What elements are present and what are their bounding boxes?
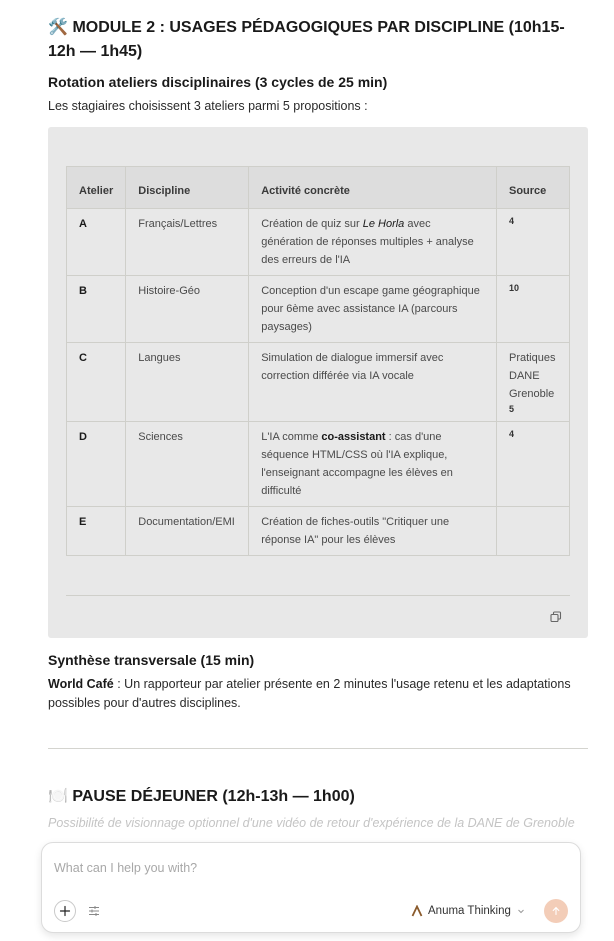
header-activite: Activité concrète xyxy=(249,167,497,209)
source-reference-link[interactable]: 10 xyxy=(509,283,520,293)
cell-discipline: Langues xyxy=(126,343,249,422)
hammer-and-wrench-icon: 🛠️ xyxy=(48,19,68,36)
cell-source xyxy=(497,422,570,507)
table-row xyxy=(67,343,570,422)
activite-text: Création de quiz sur xyxy=(261,218,363,230)
cell-activite xyxy=(249,422,497,507)
source-reference-link[interactable]: 5 xyxy=(509,404,515,414)
message-input[interactable] xyxy=(54,861,554,875)
table-card-divider xyxy=(66,595,570,596)
header-source: Source xyxy=(497,167,570,209)
cell-atelier: D xyxy=(67,422,126,507)
cell-discipline: Histoire-Géo xyxy=(126,276,249,343)
source-reference-link[interactable]: 4 xyxy=(509,216,515,226)
plus-icon xyxy=(59,905,71,917)
rotation-heading: Rotation ateliers disciplinaires (3 cycles de 25 min) xyxy=(48,74,388,90)
activite-text: : cas d'une séquence HTML/CSS où l'IA explique, l'enseignant accompagne les élèves en difficulté xyxy=(261,431,453,497)
pause-heading xyxy=(48,785,355,809)
activite-title-italic: Le Horla xyxy=(362,218,405,230)
plate-with-cutlery-icon: 🍽️ xyxy=(48,788,68,805)
send-button[interactable] xyxy=(544,899,568,923)
anuma-logo-icon xyxy=(411,905,423,917)
table-row xyxy=(67,507,570,556)
module-title: MODULE 2 : USAGES PÉDAGOGIQUES PAR DISCIPLINE (10h15-12h — 1h45) xyxy=(48,19,565,60)
arrow-up-icon xyxy=(551,906,561,916)
header-discipline: Discipline xyxy=(126,167,249,209)
cell-activite: Création de fiches-outils "Critiquer une réponse IA" pour les élèves xyxy=(249,507,497,556)
table-header-row xyxy=(67,167,570,209)
pause-note: Possibilité de visionnage optionnel d'une vidéo de retour d'expérience de la DANE de Grenoble xyxy=(48,816,575,830)
cell-discipline: Documentation/EMI xyxy=(126,507,249,556)
cell-source xyxy=(497,276,570,343)
source-reference-link[interactable]: 4 xyxy=(509,429,515,439)
activite-bold-text: co-assistant xyxy=(321,431,386,443)
module-heading xyxy=(48,16,578,64)
add-attachment-button[interactable] xyxy=(54,900,76,922)
cell-activite: Conception d'un escape game géographique pour 6ème avec assistance IA (parcours paysages) xyxy=(249,276,497,343)
pause-title: PAUSE DÉJEUNER (12h-13h — 1h00) xyxy=(72,788,355,805)
cell-discipline: Français/Lettres xyxy=(126,209,249,276)
section-divider xyxy=(48,748,588,749)
cell-atelier: B xyxy=(67,276,126,343)
synthese-text xyxy=(48,675,588,713)
synthese-bold-lead: World Café xyxy=(48,677,114,691)
activite-text: avec génération de réponses multiples + analyse des erreurs de l'IA xyxy=(261,218,474,266)
cell-atelier: C xyxy=(67,343,126,422)
cell-source xyxy=(497,209,570,276)
chevron-down-icon xyxy=(516,906,526,916)
model-label: Anuma Thinking xyxy=(428,905,511,917)
table-row xyxy=(67,209,570,276)
rotation-intro: Les stagiaires choisissent 3 ateliers parmi 5 propositions : xyxy=(48,99,368,113)
table-row xyxy=(67,276,570,343)
ateliers-table xyxy=(66,166,570,556)
synthese-heading: Synthèse transversale (15 min) xyxy=(48,652,255,668)
cell-atelier: E xyxy=(67,507,126,556)
cell-source xyxy=(497,343,570,422)
cell-source xyxy=(497,507,570,556)
cell-activite xyxy=(249,209,497,276)
activite-text: L'IA comme xyxy=(261,431,322,443)
copy-icon[interactable] xyxy=(550,611,562,623)
cell-atelier: A xyxy=(67,209,126,276)
table-row xyxy=(67,422,570,507)
model-selector[interactable] xyxy=(411,902,526,920)
settings-sliders-icon[interactable] xyxy=(87,904,101,918)
cell-activite: Simulation de dialogue immersif avec correction différée via IA vocale xyxy=(249,343,497,422)
synthese-body: : Un rapporteur par atelier présente en 2 minutes l'usage retenu et les adaptations possibles pour d'autres disciplines. xyxy=(48,677,571,710)
header-atelier: Atelier xyxy=(67,167,126,209)
source-text: Pratiques DANE Grenoble xyxy=(509,352,556,400)
chat-composer xyxy=(41,842,581,933)
table-container xyxy=(48,127,588,638)
cell-discipline: Sciences xyxy=(126,422,249,507)
